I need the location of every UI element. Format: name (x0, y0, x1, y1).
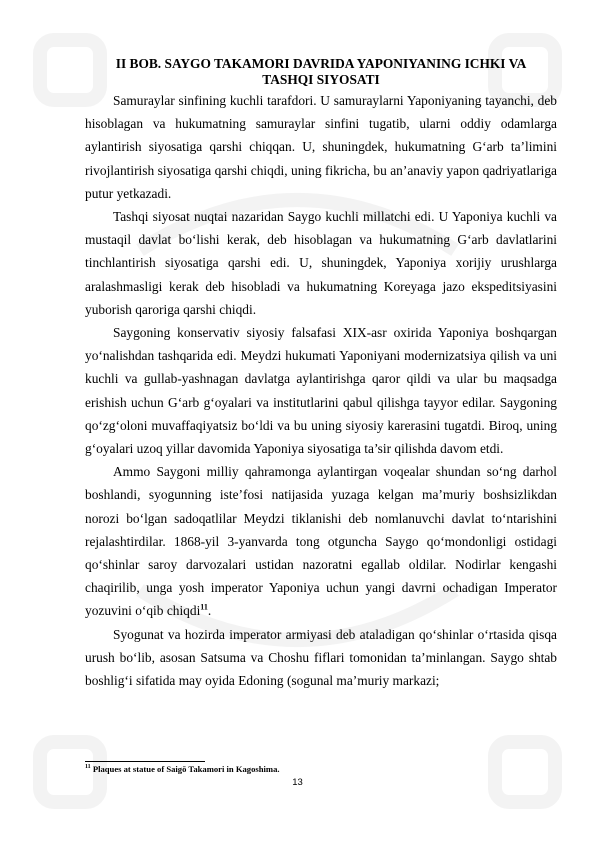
page-number: 13 (292, 777, 303, 788)
paragraph-1: Samuraylar sinfining kuchli tarafdori. U samuraylarni Yaponiyaning tayanchi, deb hisoblagan va hukumatning samuraylar sinfini tugatib, ularni oddiy odamlarga aylantirish siyosatiga qarshi chiqqan. U, shuningdek, hukumatning G‘arb ta’limini rivojlantirish siyosatiga qarshi chiqdi, uning fikricha, bu an’anaviy yapon qadriyatlariga putur yetkazadi. (85, 93, 557, 201)
paragraph-4-text: Ammo Saygoni milliy qahramonga aylantirgan voqealar shundan so‘ng darhol boshlandi, syogunning iste’fosi natijasida yuzaga kelgan ma’muriy boshsizlikdan norozi bo‘lgan sadoqatlilar Meydzi tiklanishi deb nomlanuvchi davlat to‘ntarishini rejalashtirdilar. 1868-yil 3-yanvarda tong otguncha Saygo qo‘mondonligi ostidagi qo‘shinlar saroy darvozalari ustidan nazoratni egallab oldilar. Nodirlar kengashi chaqirilib, unga yosh imperator Yaponiya uchun yangi davrni ochadigan Imperator yozuvini o‘qib chiqdi (85, 464, 557, 619)
footnote-separator (85, 761, 205, 762)
paragraph-5: Syogunat va hozirda imperator armiyasi deb ataladigan qo‘shinlar o‘rtasida qisqa urush bo‘lib, asosan Satsuma va Choshu fiflari tomonidan ta’minlangan. Saygo shtab boshlig‘i sifatida may oyida Edoning (sogunal ma’muriy markazi; (85, 626, 557, 689)
document-page (85, 56, 557, 692)
paragraph-4 (85, 460, 557, 622)
footnote-reference[interactable]: 11 (200, 603, 208, 612)
footnote-text: Plaques at statue of Saigō Takamori in Kagoshima. (90, 764, 280, 774)
footnote-number: 11 (85, 764, 91, 771)
chapter-heading-line-2: TASHQI SIYOSATI (262, 72, 380, 87)
chapter-heading (85, 56, 557, 88)
paragraph-2: Tashqi siyosat nuqtai nazaridan Saygo kuchli millatchi edi. U Yaponiya kuchli va mustaqil davlat bo‘lishi kerak, deb hisoblagan va hukumatning G‘arb davlatlarini tinchlantirish siyosatiga qarshi edi. U, shuningdek, Yaponiya xorijiy urushlarga aralashmasligi kerak deb hisobladi va hukumatning Koreyaga jazo ekspeditsiyasini yuborish qaroriga qarshi chiqdi. (85, 209, 557, 317)
paragraph-3: Saygoning konservativ siyosiy falsafasi XIX-asr oxirida Yaponiya boshqargan yo‘nalishdan tashqarida edi. Meydzi hukumati Yaponiyani modernizatsiya qilish va uni kuchli va gullab-yashnagan davlatga aylantirishga qaror qildi va ular bu maqsadga erishish uchun G‘arb g‘oyalari va institutlarini qabul qilishga tayyor edilar. Saygoning qo‘zg‘oloni muvaffaqiyatsiz bo‘ldi va bu uning siyosiy karerasini tugatdi. Biroq, uning g‘oyalari uzoq yillar davomida Yaponiya siyosatiga ta’sir qilishda davom etdi. (85, 325, 557, 457)
paragraph-4-period: . (207, 603, 212, 619)
footnote (85, 764, 557, 775)
chapter-heading-line-1: II BOB. SAYGO TAKAMORI DAVRIDA YAPONIYANING ICHKI VA (115, 56, 527, 71)
